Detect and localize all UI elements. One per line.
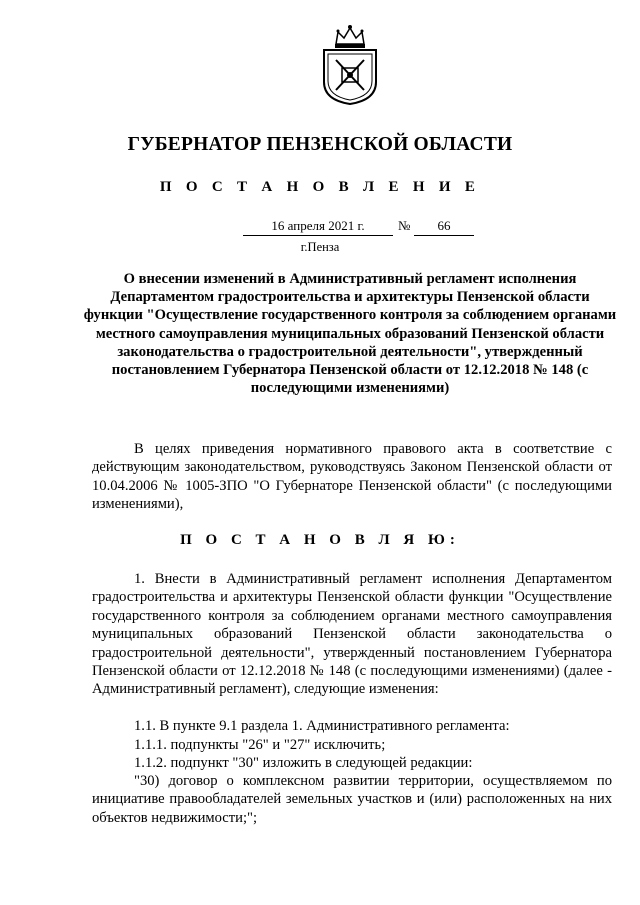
document-type: П О С Т А Н О В Л Е Н И Е [159,179,481,195]
number-label: № [398,218,411,233]
document-number: 66 [414,218,474,236]
document-date: 16 апреля 2021 г. [243,218,393,236]
city: г.Пенза [300,240,340,254]
item-1-1-1: 1.1.1. подпункты "26" и "27" исключить; [134,737,386,753]
item-30: "30) договор о комплексном развитии территории, осуществляемом по инициативе правообладателей земельных участков и (или) расположенных на них объектов недвижимости;"; [92,773,612,826]
item-1-1-2: 1.1.2. подпункт "30" изложить в следующей редакции: [134,755,473,771]
decree-heading: П О С Т А Н О В Л Я Ю: [180,532,460,548]
preamble: В целях приведения нормативного правового акта в соответствие с действующим законодательством, руководствуясь Законом Пензенской области от 10.04.2006 № 1005-ЗПО "О Губернаторе Пензенской области" (с последующими изменениями), [92,441,612,513]
document-subject: О внесении изменений в Административный регламент исполнения Департаментом градостроительства и архитектуры Пензенской области функции "Осуществление государственного контроля за соблюдением органами местного самоуправления муниципальных образований Пензенской области законодательства о градостроительной деятельности", утвержденный постановлением Губернатора Пензенской области от 12.12.2018 № 148 (с последующими изменениями) [83,271,617,397]
penza-coat-of-arms-icon [318,24,382,106]
org-title: ГУБЕРНАТОР ПЕНЗЕНСКОЙ ОБЛАСТИ [127,134,513,155]
item-1-1: 1.1. В пункте 9.1 раздела 1. Административного регламента: [134,718,510,734]
item-1: 1. Внести в Административный регламент исполнения Департаментом градостроительства и архитектуры Пензенской области функции "Осуществление государственного контроля за соблюдением органами местного самоуправления муниципальных образований Пензенской области законодательства о градостроительной деятельности", утвержденный постановлением Губернатора Пензенской области от 12.12.2018 № 148 (с последующими изменениями) (далее - Административный регламент), следующие изменения: [92,571,612,698]
